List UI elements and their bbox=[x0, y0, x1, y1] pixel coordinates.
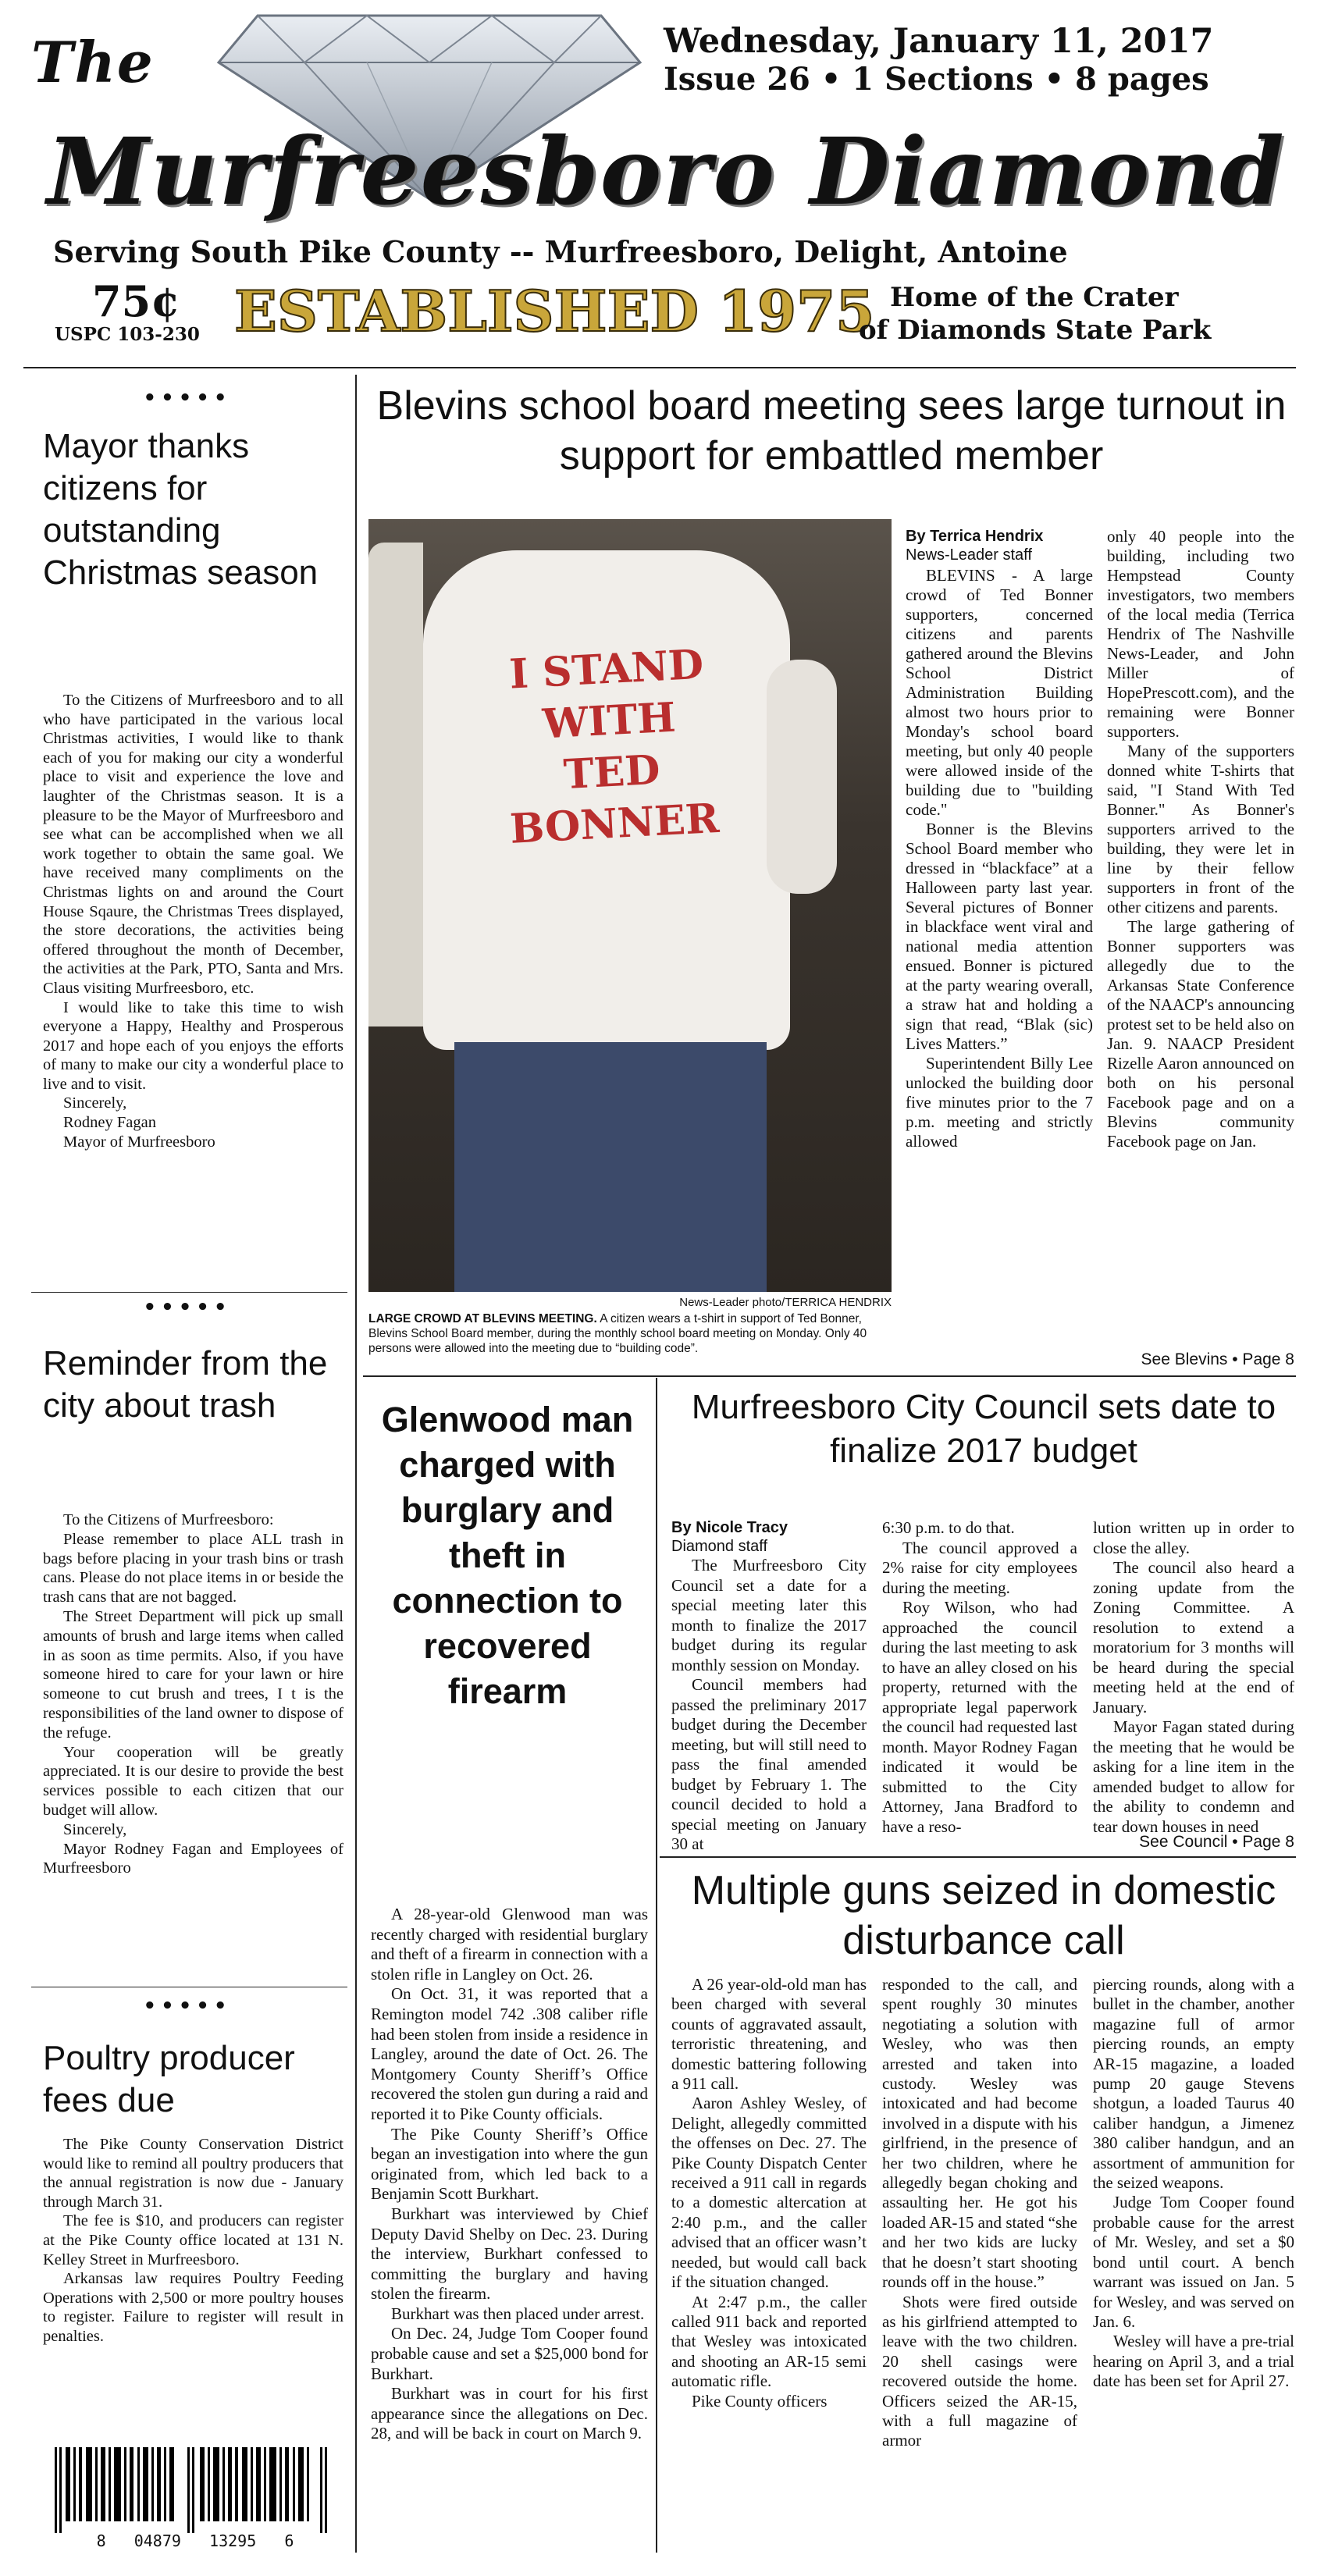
mayor-paragraph: To the Citizens of Murfreesboro and to all who have participated in the various local Christmas activities, I would like to thank each of you for making our city a wonderful place to visit and experience the love and laughter of the Christmas season. It is a pleasure to be the Mayor of Murfreesboro and see what can be accomplished when we all work together to obtain the same goal. We have received many compliments on the Christmas lights on and around the Court House Sqaure, the Christmas Trees displayed, the store decorations, the activities being offered throughout the month of December, the activities at the Park, PTO, Santa and Mrs. Claus visiting Murfreesboro, etc. bbox=[43, 692, 343, 997]
section-rule bbox=[363, 1375, 1296, 1377]
byline-staff: Diamond staff bbox=[671, 1538, 768, 1555]
photo-left-person bbox=[368, 543, 423, 1026]
shirt-text-line: I STAND bbox=[507, 640, 705, 699]
trash-paragraph: Your cooperation will be greatly appreciated. It is our desire to provide the best services possible to each citizen that our budget will allow. bbox=[43, 1743, 343, 1819]
mayor-signoff: Mayor of Murfreesboro bbox=[63, 1133, 215, 1151]
council-paragraph: Roy Wilson, who had approached the council during the last meeting to ask to have an alley closed on his property, returned with the appropriate legal paperwork the council had requested last month. Mayor Rodney Fagan indicated it would be submitted to the City Attorney, Jana Bradford to have a reso- bbox=[882, 1598, 1077, 1836]
poultry-paragraph: The fee is $10, and producers can register at the Pike County office located at 131 N. Kelley Street in Murfreesboro. bbox=[43, 2212, 343, 2268]
caption-text: A citizen wears a t-shirt in support of Ted Bonner, Blevins School Board member, during the monthly school board meeting on Monday. Only 40 persons were allowed into the meeting due to “building code”. bbox=[368, 1312, 867, 1355]
blevins-paragraph: Many of the supporters donned white T-shirts that said, "I Stand With Ted Bonner." As Bonner's supporters arrived to the building, they were let in line by their fellow supporters in front of the other citizens and parents. bbox=[1107, 742, 1294, 916]
section-dots: ••••• bbox=[143, 386, 232, 410]
masthead-the: The bbox=[31, 29, 155, 95]
council-byline bbox=[671, 1518, 867, 1556]
guns-paragraph: Wesley will have a pre-trial hearing on April 3, and a trial date has been set for April 27. bbox=[1093, 2332, 1294, 2391]
photo-sleeve-right bbox=[767, 660, 837, 894]
poultry-paragraph: Arkansas law requires Poultry Feeding Operations with 2,500 or more poultry houses to register. Failure to register will result in penalties. bbox=[43, 2270, 343, 2345]
glenwood-paragraph: A 28-year-old Glenwood man was recently charged with residential burglary and theft of a firearm in connection with a stolen rifle in Langley on Oct. 26. bbox=[371, 1905, 648, 1984]
council-paragraph: The council also heard a zoning update from the Zoning Committee. A resolution to extend a moratorium for 3 months will be heard during the special meeting held at the end of January. bbox=[1093, 1558, 1294, 1717]
guns-headline: Multiple guns seized in domestic disturbance call bbox=[691, 1868, 1276, 1963]
mayor-headline: Mayor thanks citizens for outstanding Christmas season bbox=[43, 427, 319, 592]
issue-info: Issue 26 • 1 Sections • 8 pages bbox=[664, 61, 1209, 98]
blevins-byline bbox=[906, 527, 1093, 564]
mayor-paragraph: I would like to take this time to wish everyone a Happy, Healthy and Prosperous 2017 and hope each of you enjoys the efforts of many to make our city a wonderful place to live and to visit. bbox=[43, 998, 343, 1093]
blevins-paragraph: Superintendent Billy Lee unlocked the building door five minutes prior to the 7 p.m. meeting and strictly allowed bbox=[906, 1054, 1093, 1151]
blevins-paragraph: The large gathering of Bonner supporters was allegedly due to the Arkansas State Conference of the NAACP's announcing protest set to be held also on Jan. 9. NAACP President Rizelle Aaron announced on both on his personal Facebook page and on a Blevins community Facebook page on Jan. bbox=[1107, 917, 1295, 1151]
blevins-headline: Blevins school board meeting sees large turnout in support for embattled member bbox=[376, 383, 1287, 479]
blevins-paragraph: BLEVINS - A large crowd of Ted Bonner supporters, concerned citizens and parents gathered around the Blevins School District Administration Building almost two hours prior to Monday's school board meeting, but only 40 people were allowed inside of the building due to "building code." bbox=[906, 566, 1093, 819]
masthead-rule bbox=[23, 367, 1296, 368]
guns-paragraph: Judge Tom Cooper found probable cause for the arrest of Mr. Wesley, and set a $0 bond until court. A bench warrant was issued on Jan. 5 for Wesley, and was served on Jan. 6. bbox=[1093, 2193, 1294, 2331]
guns-paragraph: Aaron Ashley Wesley, of Delight, allegedly committed the offenses on Dec. 27. The Pike County Dispatch Center received a 911 call in regards to a domestic altercation at 2:40 p.m., and the caller advised that an officer wasn’t needed, but would call back if the situation changed. bbox=[671, 2094, 867, 2292]
trash-notice bbox=[43, 1510, 343, 1878]
trash-paragraph: Mayor Rodney Fagan and Employees of Murfreesboro bbox=[43, 1840, 343, 1877]
glenwood-headline: Glenwood man charged with burglary and theft in connection to recovered firearm bbox=[381, 1400, 634, 1711]
council-paragraph: Mayor Fagan stated during the meeting that he would be asking for a line item in the amended budget to allow for the ability to condemn and tear down houses in need bbox=[1093, 1717, 1294, 1836]
council-paragraph: Council members had passed the preliminary 2017 budget during the December meeting, but will still need to pass the final amended budget by February 1. The council decided to hold a special meeting on January 30 at bbox=[671, 1675, 867, 1853]
glenwood-paragraph: Burkhart was interviewed by Chief Deputy David Shelby on Dec. 23. During the interview, Burkhart confessed to committing the burglary and having stolen the firearm. bbox=[371, 2204, 648, 2304]
blevins-jump-link[interactable]: See Blevins • Page 8 bbox=[1141, 1350, 1294, 1368]
serving-line: Serving South Pike County -- Murfreesboro, Delight, Antoine bbox=[53, 234, 1068, 269]
glenwood-paragraph: The Pike County Sheriff’s Office began an investigation into where the gun originated from, which led back to a Benjamin Scott Burkhart. bbox=[371, 2124, 648, 2204]
photo-jeans bbox=[454, 1042, 767, 1292]
council-jump-link[interactable]: See Council • Page 8 bbox=[1139, 1833, 1294, 1851]
glenwood-paragraph: Burkhart was in court for his first appearance since the allegations on Dec. 28, and will be back in court on March 9. bbox=[371, 2384, 648, 2443]
column-divider bbox=[656, 1378, 657, 2553]
glenwood-paragraph: On Oct. 31, it was reported that a Remington model 742 .308 caliber rifle had been stolen from inside a residence in Langley, around the date of Oct. 26. The Montgomery County Sheriff’s Office recovered the stolen gun during a raid and reported it to Pike County officials. bbox=[371, 1984, 648, 2123]
glenwood-paragraph: Burkhart was then placed under arrest. bbox=[391, 2304, 645, 2323]
council-paragraph: The council approved a 2% raise for city employees during the meeting. bbox=[882, 1538, 1077, 1597]
guns-column-2 bbox=[882, 1975, 1077, 2451]
issue-date: Wednesday, January 11, 2017 bbox=[664, 22, 1214, 61]
glenwood-article bbox=[371, 1905, 648, 2444]
poultry-paragraph: The Pike County Conservation District would like to remind all poultry producers that the annual registration is now due - January through March 31. bbox=[43, 2136, 343, 2211]
council-column-3 bbox=[1093, 1518, 1294, 1837]
price: 75¢ bbox=[92, 276, 180, 326]
mayor-letter bbox=[43, 691, 343, 1151]
trash-paragraph: To the Citizens of Murfreesboro: bbox=[63, 1511, 274, 1528]
section-dots: ••••• bbox=[143, 1994, 232, 2018]
home-of-line1: Home of the Crater bbox=[890, 282, 1179, 313]
blevins-photo bbox=[368, 519, 892, 1292]
home-of-line2: of Diamonds State Park bbox=[859, 315, 1212, 346]
shirt-text-line: BONNER bbox=[508, 794, 721, 853]
guns-paragraph: responded to the call, and spent roughly 30 minutes negotiating a solution with Wesley, who was then arrested and taken into custody. Wesley was intoxicated and had become involved in a dispute with his girlfriend, in the presence of her two children, where he allegedly began choking and assaulting her. He got his loaded AR-15 and stated “she and her two kids are lucky that he doesn’t start shooting rounds off in the house.” bbox=[882, 1975, 1077, 2292]
guns-paragraph: Shots were fired outside as his girlfriend attempted to leave with the two children. 20 shell casings were recovered outside the home. Officers seized the AR-15, with a full magazine of armor bbox=[882, 2292, 1077, 2450]
guns-column-3 bbox=[1093, 1975, 1294, 2392]
established-banner: ESTABLISHED 1975 bbox=[234, 278, 875, 344]
byline-name: By Terrica Hendrix bbox=[906, 528, 1044, 545]
caption-lead: LARGE CROWD AT BLEVINS MEETING. bbox=[368, 1312, 597, 1325]
guns-paragraph: A 26 year-old-old man has been charged with several counts of aggravated assault, terroristic threatening, and domestic battering following a 911 call. bbox=[671, 1975, 867, 2094]
trash-paragraph: Please remember to place ALL trash in bags before placing in your trash bins or trash cans. Please do not place items in or beside the trash cans that are not bagged. bbox=[43, 1530, 343, 1606]
barcode bbox=[47, 2447, 343, 2556]
glenwood-paragraph: On Dec. 24, Judge Tom Cooper found probable cause and set a $25,000 bond for Burkhart. bbox=[371, 2324, 648, 2383]
sidebar-divider bbox=[355, 375, 357, 2553]
photo-caption bbox=[368, 1311, 892, 1356]
blevins-column-2 bbox=[1107, 527, 1294, 1151]
barcode-number: 8 04879 13295 6 bbox=[96, 2532, 294, 2550]
guns-paragraph: Pike County officers bbox=[692, 2391, 828, 2411]
guns-column-1 bbox=[671, 1975, 867, 2411]
masthead-name: Murfreesboro Diamond bbox=[47, 117, 1286, 226]
shirt-text-line: WITH bbox=[541, 693, 678, 749]
guns-paragraph: piercing rounds, along with a bullet in the chamber, another magazine full of armor piercing rounds, an empty AR-15 magazine, a loaded pump 20 gauge Stevens shotgun, a loaded Taurus 40 caliber handgun, a Jimenez 380 caliber handgun, and an assortment of ammunition for the seized weapons. bbox=[1093, 1975, 1294, 2193]
trash-paragraph: Sincerely, bbox=[63, 1820, 127, 1838]
section-rule bbox=[660, 1856, 1296, 1858]
council-column-1 bbox=[671, 1556, 867, 1855]
masthead bbox=[0, 0, 1317, 367]
byline-staff: News-Leader staff bbox=[906, 546, 1032, 564]
photo-shirt-text bbox=[480, 638, 740, 856]
mayor-signoff: Sincerely, bbox=[63, 1094, 127, 1112]
council-column-2 bbox=[882, 1518, 1077, 1837]
trash-headline: Reminder from the city about trash bbox=[43, 1344, 328, 1425]
sidebar-rule bbox=[31, 1292, 347, 1293]
council-paragraph: 6:30 p.m. to do that. bbox=[882, 1518, 1015, 1537]
blevins-paragraph: only 40 people into the building, including two Hempstead County investigators, two members of the local media (Terrica Hendrix of The Nashville News-Leader, and John Miller of HopePrescott.com), and the remaining were Bonner supporters. bbox=[1107, 527, 1294, 741]
guns-paragraph: At 2:47 p.m., the caller called 911 back and reported that Wesley was intoxicated and shooting an AR-15 semi automatic rifle. bbox=[671, 2292, 867, 2391]
council-paragraph: lution written up in order to close the alley. bbox=[1093, 1518, 1294, 1557]
uspc: USPC 103-230 bbox=[55, 324, 200, 345]
council-paragraph: The Murfreesboro City Council set a date for a special meeting later this month to finalize the 2017 budget during its regular monthly session on Monday. bbox=[671, 1556, 867, 1674]
byline-name: By Nicole Tracy bbox=[671, 1519, 788, 1536]
poultry-notice bbox=[43, 2135, 343, 2347]
shirt-text-line: TED bbox=[562, 745, 661, 799]
poultry-headline: Poultry producer fees due bbox=[43, 2039, 295, 2119]
barcode-icon bbox=[47, 2447, 343, 2533]
section-dots: ••••• bbox=[143, 1296, 232, 1319]
mayor-signoff: Rodney Fagan bbox=[63, 1114, 156, 1132]
blevins-paragraph: Bonner is the Blevins School Board member who dressed in “blackface” at a Halloween party last year. Several pictures of Bonner in blackface went viral and national media attention ensued. Bonner is pictured at the party wearing overall, a straw hat and holding a sign that read, “Blak (sic) Lives Matters.” bbox=[906, 820, 1093, 1053]
blevins-column-1 bbox=[906, 566, 1093, 1151]
photo-credit: News-Leader photo/TERRICA HENDRIX bbox=[679, 1296, 892, 1309]
trash-paragraph: The Street Department will pick up small amounts of brush and large items when called in as soon as time permits. Also, if you have someone hired to care for your lawn or hire someone to cut brush and trees, I t is the responsibilities of the land owner to dispose of the refuge. bbox=[43, 1607, 343, 1742]
council-headline: Murfreesboro City Council sets date to finalize 2017 budget bbox=[691, 1388, 1276, 1470]
